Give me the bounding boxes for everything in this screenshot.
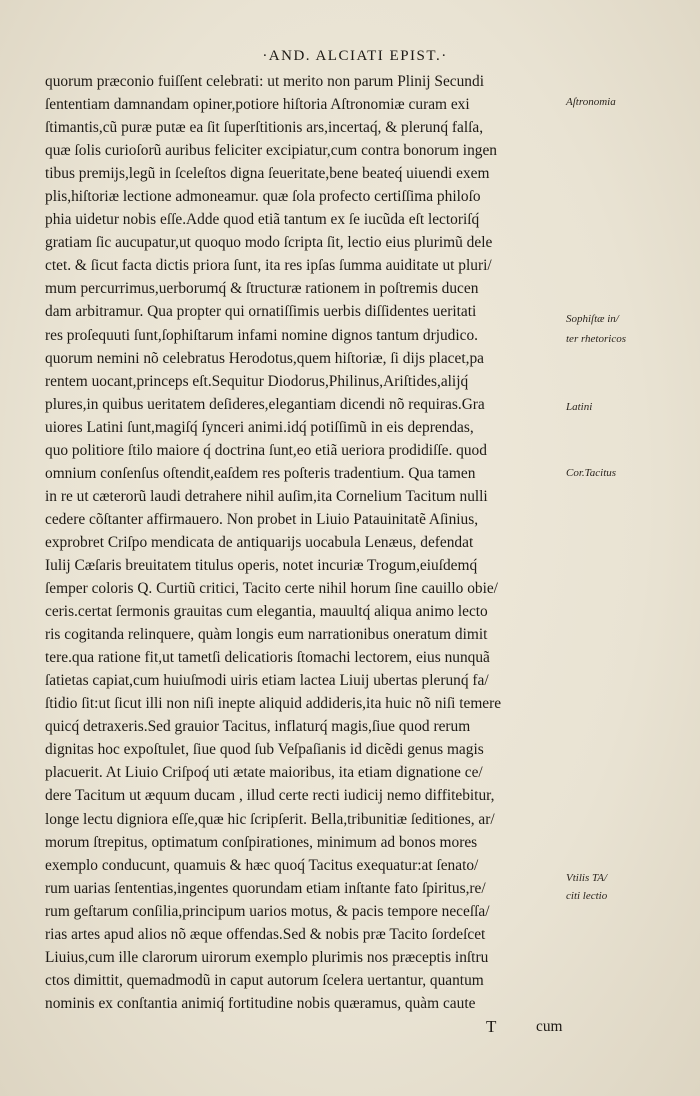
text-line: ſtidio ſit:ut ſicut illi non niſi inepte aliquid addideris,ita huic nõ niſi temere	[45, 695, 502, 713]
text-line: ctos dimittit, quemadmodũ in caput autorum ſcelera uertantur, quantum	[45, 971, 484, 989]
text-line: phia uidetur nobis eſſe.Adde quod etiã tantum ex ſe iucũda eſt lectoriſq́	[45, 211, 480, 229]
text-line: quorum nemini nõ celebratus Herodotus,quem hiſtoriæ, ſi dijs placet,pa	[45, 349, 484, 367]
text-line: ris cogitanda relinquere, quàm longis eum narrationibus oneratum dimit	[45, 626, 488, 644]
text-line: plis,hiſtoriæ lectione admoneamur. quæ ſola profecto certiſſima philoſo	[45, 188, 481, 206]
text-line: quicq́ detraxeris.Sed grauior Tacitus, inflaturq́ magis,ſiue quod rerum	[45, 718, 471, 736]
text-line: ſatietas capiat,cum huiuſmodi uiris etiam lactea Liuij ubertas plerunq́ fa/	[45, 672, 489, 690]
text-line: placuerit. At Liuio Criſpoq́ uti ætate maioribus, ita etiam dignatione ce/	[45, 764, 483, 782]
text-line: rentem uocant,princeps eſt.Sequitur Diodorus,Philinus,Ariſtides,alijq́	[45, 372, 469, 390]
catch-row	[45, 1015, 565, 1038]
margin-note-latini: Latini	[566, 401, 593, 413]
text-line: Iulij Cæſaris breuitatem titulus operis, notet incuriæ Trogum,eiuſdemq́	[45, 556, 478, 574]
text-line: cedere cõſtanter affirmauero. Non probet in Liuio Patauinitatẽ Aſinius,	[45, 510, 479, 528]
text-line: ſemper coloris Q. Curtiũ critici, Tacito certe nihil horum ſine cauillo obie/	[45, 580, 498, 598]
signature-mark: T	[486, 1016, 497, 1036]
text-line: mum percurrimus,uerborumq́ & ſtructuræ rationem in poſtremis ducen	[45, 280, 479, 298]
text-line: nominis ex conſtantia animiq́ fortitudine nobis quæramus, quàm caute	[45, 994, 476, 1012]
text-line: ſtimantis,cũ puræ putæ ea ſit ſuperſtitionis ars,incertaq́, & plerunq́ falſa,	[45, 119, 484, 137]
text-line: rum geſtarum conſilia,principum uarios motus, & pacis tempore neceſſa/	[45, 902, 490, 920]
text-line: rum uarias ſententias,ingentes quorundam etiam inſtante fato ſpiritus,re/	[45, 879, 486, 897]
text-line: omnium conſenſus oſtendit,eaſdem res poſteris tradentium. Qua tamen	[45, 464, 476, 482]
text-line: exprobret Criſpo mendicata de antiquarijs uocabula Lenæus, defendat	[45, 533, 474, 551]
margin-note-astronomia: Aſtronomia	[566, 96, 616, 108]
text-line: tibus premijs,legũ in ſceleſtos digna ſeueritate,bene beateq́ uiuendi exem	[45, 165, 490, 183]
margin-note-utilis-cont: citi lectio	[566, 890, 608, 902]
margin-note-sophistae: Sophiſtæ in/	[566, 313, 619, 325]
text-block	[45, 70, 565, 1038]
text-line: morum ſtrepitus, optimatum conſpirationes, minimum ad bonos mores	[45, 833, 478, 851]
running-head: ·AND. ALCIATI EPIST.·	[262, 48, 448, 64]
margin-note-utilis: Vtilis TA/	[566, 872, 608, 884]
text-line: dignitas hoc expoſtulet, ſiue quod ſub Veſpaſianis id dicẽdi genus magis	[45, 741, 484, 759]
text-line: quæ ſolis curioſorũ auribus feliciter excipiatur,cum contra bonorum ingen	[45, 142, 498, 160]
margin-note-tacitus: Cor.Tacitus	[566, 467, 617, 479]
catchword: cum	[536, 1017, 563, 1035]
text-line: res proſequuti ſunt,ſophiſtarum infami nomine dignos tantum drjudico.	[45, 326, 479, 344]
margin-note-sophistae-cont: ter rhetoricos	[566, 333, 626, 345]
text-line: quorum præconio fuiſſent celebrati: ut merito non parum Plinij Secundi	[45, 73, 484, 90]
text-line: dere Tacitum ut æquum ducam , illud certe recti iudicij nemo diffitebitur,	[45, 787, 495, 805]
text-line: rias artes apud alios nõ æque offendas.Sed & nobis præ Tacito ſordeſcet	[45, 925, 486, 943]
text-line: Liuius,cum ille clarorum uirorum exemplo plurimis nos præceptis inſtru	[45, 948, 489, 966]
text-line: tere.qua ratione fit,ut tametſi delicatioris ſtomachi lectorem, eius nunquã	[45, 649, 490, 667]
text-line: exemplo conducunt, quamuis & hæc quoq́ Tacitus exequatur:at ſenato/	[45, 856, 479, 874]
text-line: dam arbitramur. Qua propter qui ornatiſſimis uerbis diſſidentes ueritati	[45, 303, 477, 321]
text-line: in re ut cæterorũ laudi detrahere nihil auſim,ita Cornelium Tacitum nulli	[45, 487, 488, 505]
text-line: uiores Latini ſunt,magiſq́ ſynceri animi.idq́ potiſſimũ in eis deprendas,	[45, 418, 474, 436]
text-line: ſententiam damnandam opiner,potiore hiſtoria Aſtronomiæ curam exi	[45, 96, 470, 114]
text-line: ctet. & ſicut facta dictis priora ſunt, ita res ipſas ſumma auiditate ut pluri/	[45, 257, 492, 275]
text-line: longe lectu digniora eſſe,quæ hic ſcripſerit. Bella,tribunitiæ ſeditiones, ar/	[45, 810, 495, 828]
text-line: plures,in quibus ueritatem deſideres,elegantiam dicendi nõ requiras.Gra	[45, 395, 485, 413]
text-line: gratiam ſic aucupatur,ut quoquo modo ſcripta ſit, lectio eius plurimũ dele	[45, 234, 493, 252]
text-line: ceris.certat ſermonis grauitas cum elegantia, mauultq́ aliqua animo lecto	[45, 603, 488, 621]
text-line: quo politiore ſtilo maiore q́ doctrina ſunt,eo etiã ueriora prodidiſſe. quod	[45, 441, 487, 459]
